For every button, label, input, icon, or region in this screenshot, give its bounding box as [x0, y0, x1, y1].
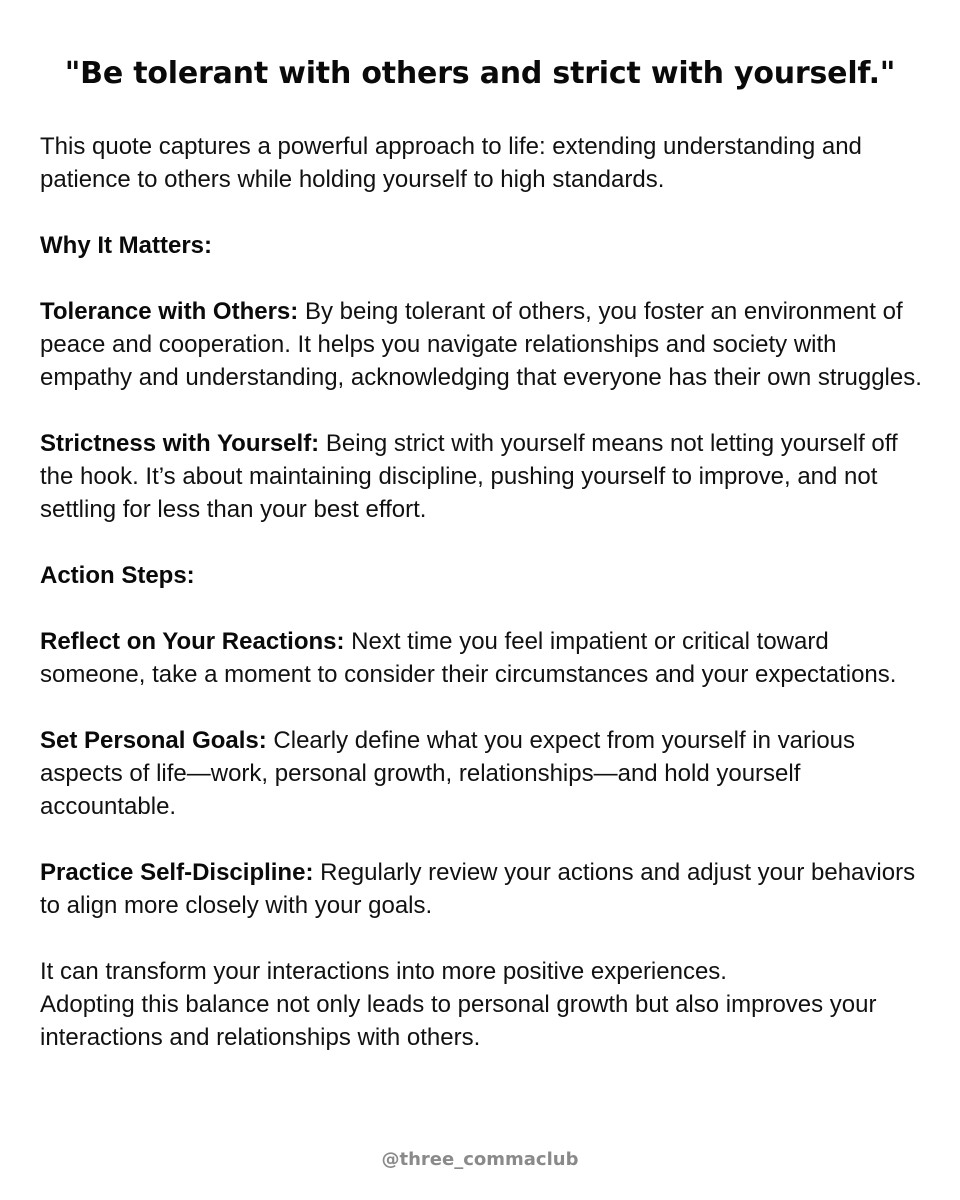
- why-item-strictness: [40, 427, 930, 526]
- closing-line-1: It can transform your interactions into more positive experiences.: [40, 958, 727, 985]
- why-heading-text: Why It Matters:: [40, 232, 213, 259]
- action-item-label: Set Personal Goals:: [40, 727, 267, 754]
- action-item-reflect: [40, 625, 930, 691]
- action-item-discipline: [40, 856, 930, 922]
- why-item-label: Tolerance with Others:: [40, 298, 299, 325]
- why-item-tolerance: [40, 295, 930, 394]
- action-item-label: Practice Self-Discipline:: [40, 859, 314, 886]
- why-heading: [40, 229, 930, 262]
- article-body: [40, 130, 930, 1054]
- action-heading-text: Action Steps:: [40, 562, 195, 589]
- intro-paragraph: This quote captures a powerful approach to life: extending understanding and patience to others while holding yourself to high standards.: [40, 133, 862, 193]
- action-item-label: Reflect on Your Reactions:: [40, 628, 345, 655]
- closing-line-2: Adopting this balance not only leads to personal growth but also improves your interactions and relationships with others.: [40, 991, 877, 1051]
- action-item-goals: [40, 724, 930, 823]
- action-heading: [40, 559, 930, 592]
- footer-handle: @three_commaclub: [381, 1149, 579, 1170]
- why-item-text: By being tolerant of others, you foster an environment of peace and cooperation. It helps you navigate relationships and society with empathy and understanding, acknowledging that everyone has their own struggles.: [40, 298, 922, 391]
- action-item-text: Clearly define what you expect from yourself in various aspects of life—work, personal growth, relationships—and hold yourself accountable.: [40, 727, 856, 820]
- action-item-text: Regularly review your actions and adjust your behaviors to align more closely with your goals.: [40, 859, 916, 919]
- action-item-text: Next time you feel impatient or critical toward someone, take a moment to consider their circumstances and your expectations.: [40, 628, 897, 688]
- why-item-label: Strictness with Yourself:: [40, 430, 320, 457]
- why-item-text: Being strict with yourself means not letting yourself off the hook. It’s about maintaining discipline, pushing yourself to improve, and not settling for less than your best effort.: [40, 430, 898, 523]
- closing-paragraph: [40, 955, 930, 1054]
- quote-title: "Be tolerant with others and strict with yourself.": [64, 56, 896, 91]
